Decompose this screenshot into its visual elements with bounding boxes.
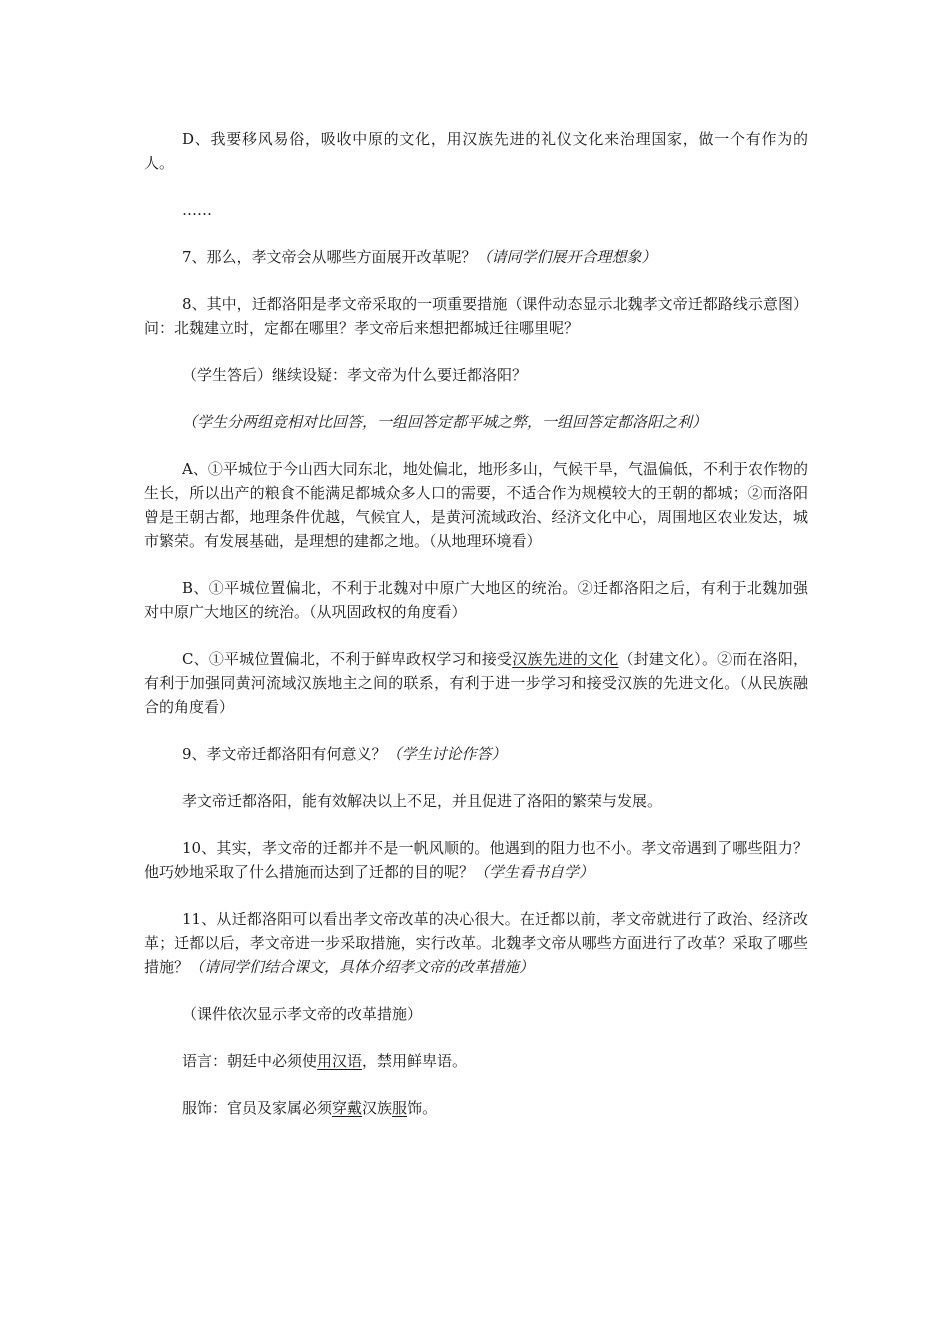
paragraph-group-instruction bbox=[144, 410, 808, 434]
paragraph-text: （学生答后）继续设疑：孝文帝为什么要迁都洛阳？ bbox=[182, 366, 528, 384]
paragraph-text: 服饰：官员及家属必须 bbox=[182, 1099, 333, 1117]
paragraph-answer-a bbox=[144, 457, 808, 553]
paragraph-text: B、①平城位置偏北，不利于北魏对中原广大地区的统治。②迁都洛阳之后，有利于北魏加强对中原广大地区的统治。（从巩固政权的角度看） bbox=[144, 579, 808, 621]
underlined-term: 用汉语 bbox=[317, 1052, 363, 1070]
underlined-term: 服 bbox=[392, 1099, 408, 1117]
paragraph-ellipsis bbox=[144, 198, 808, 222]
paragraph-text: 饰。 bbox=[407, 1099, 438, 1117]
paragraph-reform-language bbox=[144, 1049, 808, 1073]
paragraph-text: 11、从迁都洛阳可以看出孝文帝改革的决心很大。在迁都以前，孝文帝就进行了政治、经济改革；迁都以后，孝文帝进一步采取措施，实行改革。北魏孝文帝从哪些方面进行了改革？采取了哪些措施？ bbox=[144, 910, 808, 976]
document-page bbox=[144, 118, 808, 1120]
paragraph-text: A、①平城位于今山西大同东北，地处偏北，地形多山，气候干旱，气温偏低，不利于农作物的生长，所以出产的粮食不能满足都城众多人口的需要，不适合作为规模较大的王朝的都城；②而洛阳曾是王朝古都，地理条件优越，气候宜人，是黄河流域政治、经济文化中心，周围地区农业发达，城市繁荣。有发展基础，是理想的建都之地。（从地理环境看） bbox=[144, 460, 808, 550]
paragraph-answer-c bbox=[144, 647, 808, 719]
paragraph-question-7 bbox=[144, 245, 808, 269]
paragraph-courseware-note bbox=[144, 1002, 808, 1026]
paragraph-text: ，禁用鲜卑语。 bbox=[362, 1052, 468, 1070]
underlined-term: 穿戴 bbox=[332, 1099, 363, 1117]
paragraph-question-8 bbox=[144, 292, 808, 340]
teaching-note: （请同学们展开合理想象） bbox=[476, 248, 657, 266]
paragraph-question-10 bbox=[144, 836, 808, 884]
paragraph-question-11 bbox=[144, 907, 808, 979]
paragraph-text: C、①平城位置偏北，不利于鲜卑政权学习和接受 bbox=[182, 650, 513, 668]
teaching-note: （学生分两组竞相对比回答，一组回答定都平城之弊，一组回答定都洛阳之利） bbox=[182, 413, 708, 431]
underlined-term: 汉族先进的文化 bbox=[512, 650, 619, 668]
paragraph-answer-9 bbox=[144, 789, 808, 813]
paragraph-reform-dress bbox=[144, 1096, 808, 1120]
paragraph-text: （课件依次显示孝文帝的改革措施） bbox=[182, 1005, 423, 1023]
paragraph-follow-up-question bbox=[144, 363, 808, 387]
paragraph-text: 10、其实，孝文帝的迁都并不是一帆风顺的。他遇到的阻力也不小。孝文帝遇到了哪些阻力？他巧妙地采取了什么措施而达到了迁都的目的呢？ bbox=[144, 839, 808, 881]
paragraph-answer-b bbox=[144, 576, 808, 624]
teaching-note: （学生讨论作答） bbox=[386, 745, 507, 763]
paragraph-text: …… bbox=[182, 201, 212, 219]
teaching-note: （请同学们结合课文，具体介绍孝文帝的改革措施） bbox=[189, 958, 535, 976]
paragraph-text: 7、那么，孝文帝会从哪些方面展开改革呢？ bbox=[182, 248, 477, 266]
paragraph-text: 语言：朝廷中必须使 bbox=[182, 1052, 318, 1070]
paragraph-text: 8、其中，迁都洛阳是孝文帝采取的一项重要措施（课件动态显示北魏孝文帝迁都路线示意图）问：北魏建立时，定都在哪里？孝文帝后来想把都城迁往哪里呢？ bbox=[144, 295, 808, 337]
paragraph-text: （封建文化）。②而在洛阳，有利于加强同黄河流域汉族地主之间的联系，有利于进一步学习和接受汉族的先进文化。（从民族融合的角度看） bbox=[144, 650, 808, 716]
paragraph-text: 孝文帝迁都洛阳，能有效解决以上不足，并且促进了洛阳的繁荣与发展。 bbox=[182, 792, 663, 810]
paragraph-question-9 bbox=[144, 742, 808, 766]
paragraph-text: 9、孝文帝迁都洛阳有何意义？ bbox=[182, 745, 387, 763]
teaching-note: （学生看书自学） bbox=[474, 863, 595, 881]
paragraph-text: D、我要移风易俗，吸收中原的文化，用汉族先进的礼仪文化来治理国家，做一个有作为的人。 bbox=[144, 130, 808, 172]
paragraph-option-d bbox=[144, 127, 808, 175]
paragraph-text: 汉族 bbox=[362, 1099, 393, 1117]
